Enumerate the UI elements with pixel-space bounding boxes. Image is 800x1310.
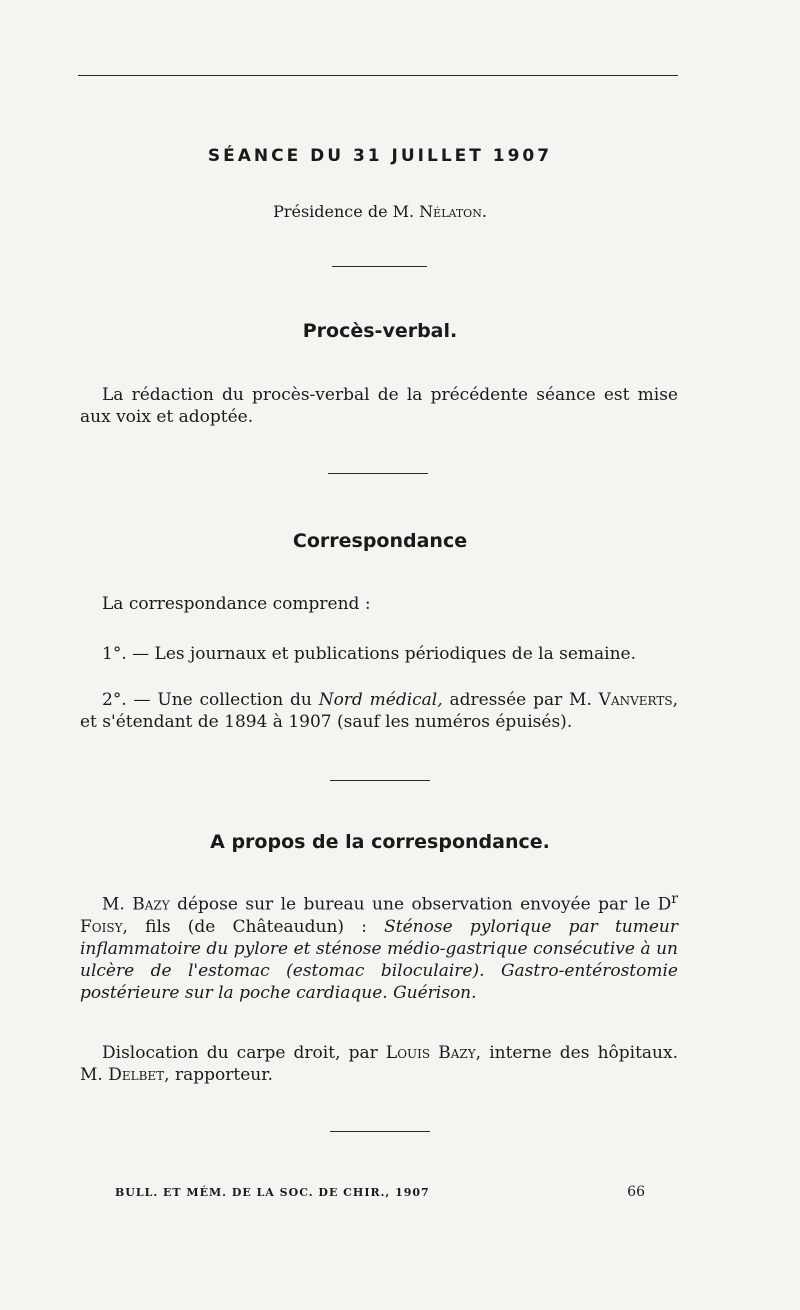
correspondance-heading: Correspondance: [292, 530, 468, 552]
p2-text-b: interne des hôpitaux. M.: [80, 1043, 678, 1085]
p2-text-c: rapporteur.: [169, 1065, 273, 1085]
presidence-line: [0, 202, 760, 221]
separator: [328, 473, 428, 474]
proces-verbal-text: La rédaction du procès-verbal de la précédente séance est mise aux voix et adoptée.: [80, 385, 678, 427]
bulletin-citation: BULL. ET MÉM. DE LA SOC. DE CHIR., 1907: [115, 1186, 430, 1199]
correspondance-intro: La correspondance comprend :: [102, 594, 371, 614]
presidence-prefix: Présidence de M.: [273, 202, 420, 221]
item2-text-a: 2°. — Une collection du: [102, 690, 319, 710]
top-rule: [78, 75, 678, 76]
separator: [332, 266, 427, 267]
vanverts-name: Vanverts,: [598, 690, 678, 710]
correspondance-item-1: 1°. — Les journaux et publications périodiques de la semaine.: [102, 644, 637, 664]
bazy-observation: [80, 888, 678, 1004]
louis-bazy-name: Louis Bazy,: [385, 1043, 482, 1063]
president-name: Nélaton.: [419, 202, 487, 221]
separator: [330, 1131, 430, 1132]
page-number: 66: [627, 1184, 645, 1200]
delbet-name: Delbet,: [108, 1065, 170, 1085]
foisy-name: Foisy,: [80, 916, 128, 937]
correspondance-item-2: [80, 689, 678, 733]
page-footer: [115, 1186, 645, 1199]
separator: [330, 780, 430, 781]
item2-text-b: adressée par M.: [442, 690, 599, 710]
louis-bazy-report: [80, 1042, 678, 1086]
p2-text-a: Dislocation du carpe droit, par: [102, 1043, 386, 1063]
bazy-name: Bazy: [132, 894, 170, 915]
doctor-superscript: r: [671, 891, 678, 907]
p1-text-c: fils (de Châteaudun) :: [127, 916, 385, 937]
observation-title: Sténose pylorique par tumeur inflammatoire du pylore et sténose médio-gastrique consécutive à un ulcère de l'estomac (estomac biloculaire). Gastro-entérostomie postérieure sur la poche cardiaque. Guérison.: [80, 916, 678, 1003]
p1-text-a: M.: [102, 894, 133, 915]
journal-title: Nord médical,: [318, 690, 443, 710]
proces-verbal-heading: Procès-verbal.: [302, 320, 458, 342]
p1-text-b: dépose sur le bureau une observation envoyée par le D: [169, 894, 672, 915]
item2-text-c: et s'étendant de 1894 à 1907 (sauf les numéros épuisés).: [80, 712, 573, 732]
session-title: SÉANCE DU 31 JUILLET 1907: [207, 146, 553, 166]
a-propos-heading: A propos de la correspondance.: [210, 831, 550, 853]
